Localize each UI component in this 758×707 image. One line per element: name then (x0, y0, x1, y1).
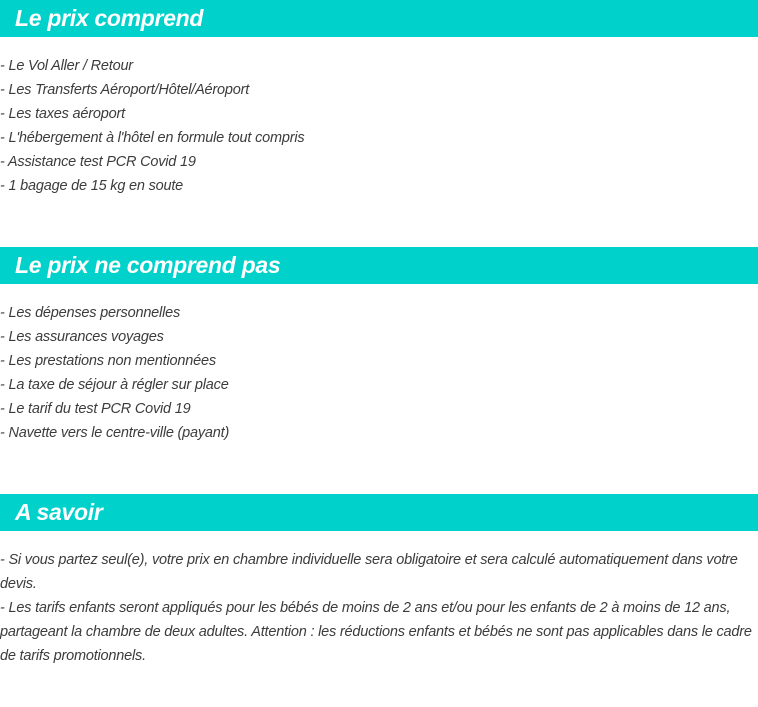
section-title-not-included: Le prix ne comprend pas (0, 247, 758, 284)
list-item: - Les assurances voyages (0, 329, 164, 345)
note-paragraph: - Si vous partez seul(e), votre prix en chambre individuelle sera obligatoire et sera calculé automatiquement dans votre devis. (0, 552, 738, 592)
list-item: - Le Vol Aller / Retour (0, 58, 133, 74)
note-paragraph: - Les tarifs enfants seront appliqués pour les bébés de moins de 2 ans et/ou pour les enfants de 2 à moins de 12 ans, partageant la chambre de deux adultes. Attention : les réductions enfants et bébés ne sont pas applicables dans le cadre de tarifs promotionnels. (0, 600, 752, 664)
list-item: - 1 bagage de 15 kg en soute (0, 178, 184, 194)
not-included-list (0, 284, 758, 445)
included-list (0, 37, 758, 198)
section-included (0, 0, 758, 198)
good-to-know-text (0, 531, 752, 668)
list-item: - Les Transferts Aéroport/Hôtel/Aéroport (0, 82, 250, 98)
list-item: - Les prestations non mentionnées (0, 353, 216, 369)
section-title-good-to-know: A savoir (0, 494, 758, 531)
list-item: - Les taxes aéroport (0, 106, 125, 122)
section-not-included (0, 247, 758, 445)
list-item: - Le tarif du test PCR Covid 19 (0, 401, 191, 417)
list-item: - La taxe de séjour à régler sur place (0, 377, 229, 393)
list-item: - Navette vers le centre-ville (payant) (0, 425, 230, 441)
list-item: - Assistance test PCR Covid 19 (0, 154, 196, 170)
list-item: - Les dépenses personnelles (0, 305, 180, 321)
section-good-to-know (0, 494, 758, 668)
section-title-included: Le prix comprend (0, 0, 758, 37)
list-item: - L'hébergement à l'hôtel en formule tout compris (0, 130, 305, 146)
